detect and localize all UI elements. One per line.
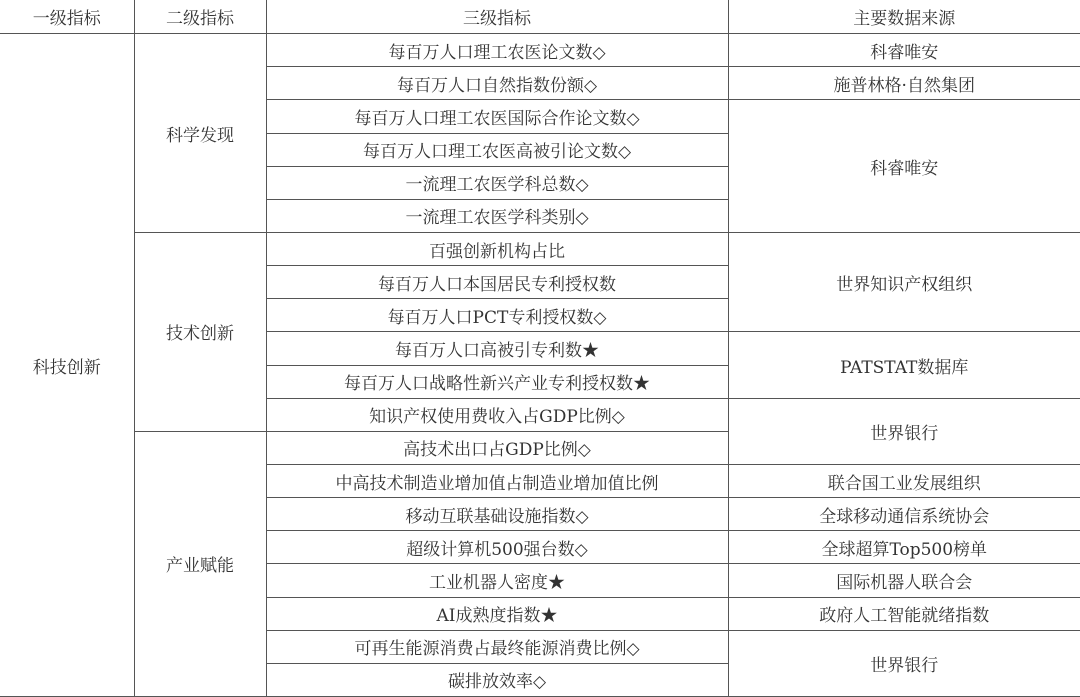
source-cell: 科睿唯安: [728, 100, 1080, 233]
level3-cell: 碳排放效率◇: [266, 663, 728, 696]
header-level3: 三级指标: [266, 0, 728, 34]
header-level2: 二级指标: [134, 0, 266, 34]
level3-cell: 可再生能源消费占最终能源消费比例◇: [266, 630, 728, 663]
level3-cell: 每百万人口本国居民专利授权数: [266, 266, 728, 299]
source-cell: 国际机器人联合会: [728, 564, 1080, 597]
level3-cell: 移动互联基础设施指数◇: [266, 498, 728, 531]
header-level1: 一级指标: [0, 0, 134, 34]
source-cell: 施普林格·自然集团: [728, 67, 1080, 100]
level3-cell: 一流理工农医学科总数◇: [266, 166, 728, 199]
level3-cell: 每百万人口高被引专利数★: [266, 332, 728, 365]
table-row: [0, 34, 1080, 67]
level2-cell: 技术创新: [134, 232, 266, 431]
level3-cell: 每百万人口理工农医论文数◇: [266, 34, 728, 67]
level3-cell: 工业机器人密度★: [266, 564, 728, 597]
source-cell: 世界银行: [728, 630, 1080, 696]
level3-cell: 高技术出口占GDP比例◇: [266, 431, 728, 464]
source-cell: 世界知识产权组织: [728, 232, 1080, 331]
level3-cell: 超级计算机500强台数◇: [266, 531, 728, 564]
source-cell: 世界银行: [728, 398, 1080, 464]
header-row: [0, 0, 1080, 34]
level3-cell: 知识产权使用费收入占GDP比例◇: [266, 398, 728, 431]
level1-cell: 科技创新: [0, 34, 134, 697]
level3-cell: 一流理工农医学科类别◇: [266, 199, 728, 232]
source-cell: 政府人工智能就绪指数: [728, 597, 1080, 630]
source-cell: 联合国工业发展组织: [728, 464, 1080, 497]
level2-cell: 产业赋能: [134, 431, 266, 696]
header-source: 主要数据来源: [728, 0, 1080, 34]
level3-cell: 中高技术制造业增加值占制造业增加值比例: [266, 464, 728, 497]
source-cell: 全球移动通信系统协会: [728, 498, 1080, 531]
table-row: [0, 232, 1080, 265]
level3-cell: 百强创新机构占比: [266, 232, 728, 265]
level3-cell: 每百万人口自然指数份额◇: [266, 67, 728, 100]
source-cell: 科睿唯安: [728, 34, 1080, 67]
source-cell: 全球超算Top500榜单: [728, 531, 1080, 564]
level3-cell: AI成熟度指数★: [266, 597, 728, 630]
level3-cell: 每百万人口理工农医高被引论文数◇: [266, 133, 728, 166]
level3-cell: 每百万人口理工农医国际合作论文数◇: [266, 100, 728, 133]
level2-cell: 科学发现: [134, 34, 266, 233]
level3-cell: 每百万人口PCT专利授权数◇: [266, 299, 728, 332]
source-cell: PATSTAT数据库: [728, 332, 1080, 398]
level3-cell: 每百万人口战略性新兴产业专利授权数★: [266, 365, 728, 398]
